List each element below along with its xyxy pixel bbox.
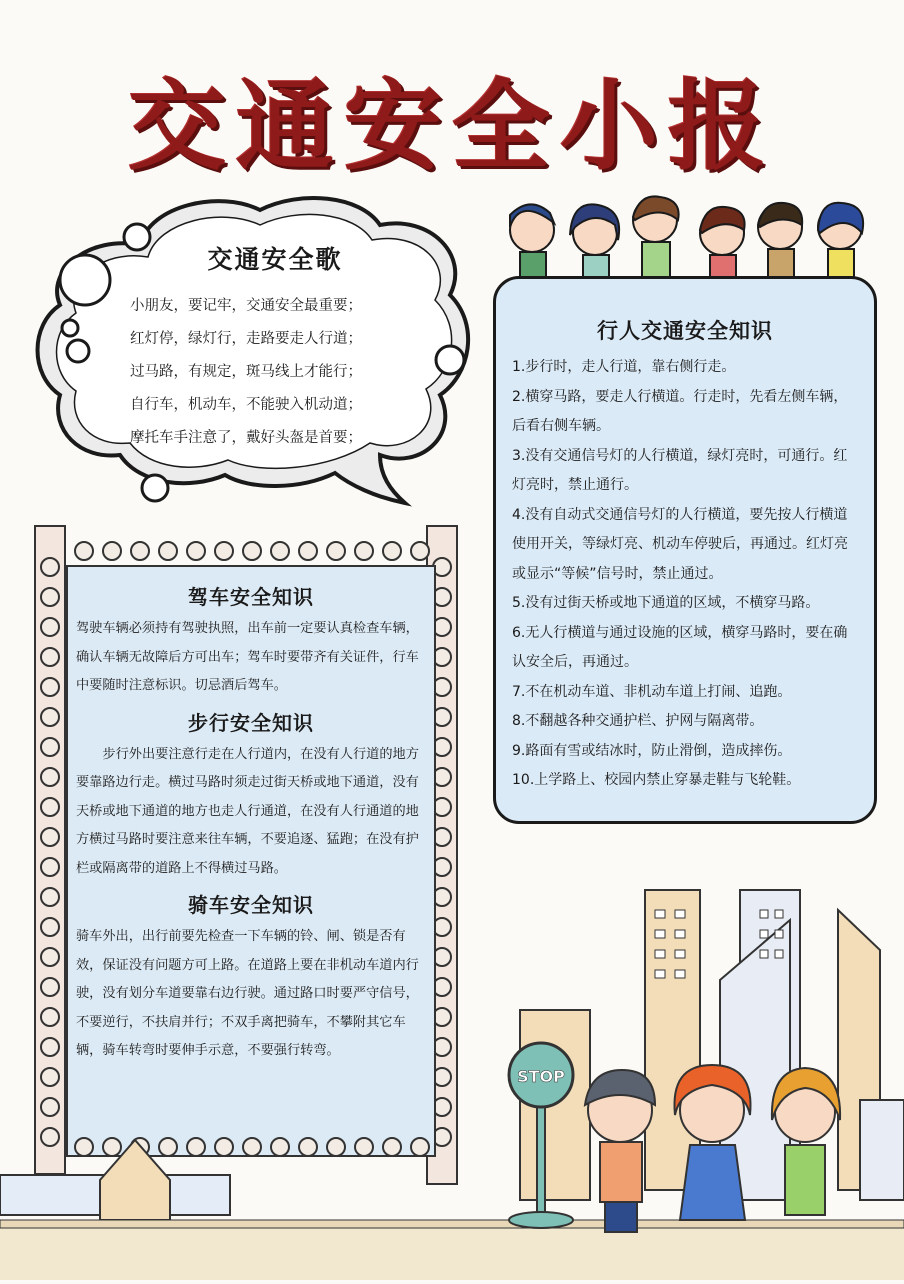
list-item: 6.无人行横道与通过设施的区域，横穿马路时，要在确认安全后，再通过。 [512, 624, 848, 670]
bulb-icon [40, 707, 60, 727]
bulb-icon [40, 857, 60, 877]
bulb-icon [40, 797, 60, 817]
city-illustration [0, 880, 904, 1280]
bulb-icon [186, 541, 206, 561]
walking-safety-title: 步行安全知识 [188, 710, 314, 735]
bulb-icon [242, 541, 262, 561]
driving-safety-title: 驾车安全知识 [188, 585, 314, 609]
billboard-bulbs-top [74, 541, 430, 561]
driving-safety-text: 驾驶车辆必须持有驾驶执照，出车前一定要认真检查车辆，确认车辆无故障后方可出车；驾车时要带齐有关证件，行车中要随时注意标识。切忌酒后驾车。 [76, 621, 419, 693]
bulb-icon [270, 541, 290, 561]
cycling-safety-text: 骑车外出，出行前要先检查一下车辆的铃、闸、锁是否有效，保证没有问题方可上路。在道路上要在非机动车道内行驶，没有划分车道要靠右边行驶。通过路口时要严守信号，不要逆行，不扶肩并行；不双手离把骑车，不攀附其它车辆，骑车转弯时要伸手示意，不要强行转弯。 [76, 929, 419, 1058]
stop-sign-text: STOP [517, 1067, 565, 1086]
list-item: 7.不在机动车道、非机动车道上打闹、追跑。 [512, 683, 792, 700]
bulb-icon [40, 617, 60, 637]
cycling-safety-title: 骑车安全知识 [188, 893, 314, 917]
pedestrian-safety-title: 行人交通安全知识 [597, 319, 773, 343]
bulb-icon [298, 541, 318, 561]
bulb-icon [102, 541, 122, 561]
list-item: 2.横穿马路，要走人行横道。行走时，先看左侧车辆，后看右侧车辆。 [512, 388, 848, 434]
list-item: 8.不翻越各种交通护栏、护网与隔离带。 [512, 713, 764, 729]
song-line: 红灯停，绿灯行，走路要走人行道； [130, 331, 362, 347]
list-item: 5.没有过街天桥或地下通道的区域，不横穿马路。 [512, 595, 820, 611]
bulb-icon [40, 767, 60, 787]
bulb-icon [40, 677, 60, 697]
kids-illustration [490, 185, 890, 285]
bulb-icon [354, 541, 374, 561]
walking-safety-text: 步行外出要注意行走在人行道内，在没有人行道的地方要靠路边行走。横过马路时须走过街天桥或地下通道，没有天桥或地下通道的地方也走人行通道，在没有人行通道的地方横过马路时要注意来往车辆，不要追逐、猛跑；在没有护栏或隔离带的道路上不得横过马路。 [76, 746, 419, 876]
list-item: 10.上学路上、校园内禁止穿暴走鞋与飞轮鞋。 [512, 772, 801, 788]
bulb-icon [130, 541, 150, 561]
bulb-icon [40, 737, 60, 757]
bulb-icon [326, 541, 346, 561]
song-cloud [30, 185, 480, 515]
list-item: 3.没有交通信号灯的人行横道，绿灯亮时，可通行。红灯亮时，禁止通行。 [512, 447, 848, 493]
bulb-icon [40, 557, 60, 577]
bulb-icon [40, 647, 60, 667]
bulb-icon [214, 541, 234, 561]
list-item: 9.路面有雪或结冰时，防止滑倒，造成摔伤。 [512, 742, 792, 759]
song-line: 摩托车手注意了，戴好头盔是首要； [130, 430, 362, 446]
list-item: 4.没有自动式交通信号灯的人行横道，要先按人行横道使用开关，等绿灯亮、机动车停驶后，再通过。红灯亮或显示“等候”信号时，禁止通过。 [512, 506, 848, 582]
bulb-icon [158, 541, 178, 561]
song-line: 过马路，有规定，斑马线上才能行； [130, 364, 362, 380]
bulb-icon [40, 587, 60, 607]
bulb-icon [40, 827, 60, 847]
pedestrian-safety-panel [493, 276, 877, 824]
bulb-icon [382, 541, 402, 561]
song-title: 交通安全歌 [207, 245, 343, 274]
page-title: 交通安全小报 [127, 70, 776, 184]
list-item: 1.步行时，走人行道，靠右侧行走。 [512, 359, 736, 375]
song-line: 自行车，机动车，不能驶入机动道； [130, 397, 362, 413]
bulb-icon [410, 541, 430, 561]
bulb-icon [74, 541, 94, 561]
song-line: 小朋友，要记牢，交通安全最重要； [130, 298, 362, 314]
